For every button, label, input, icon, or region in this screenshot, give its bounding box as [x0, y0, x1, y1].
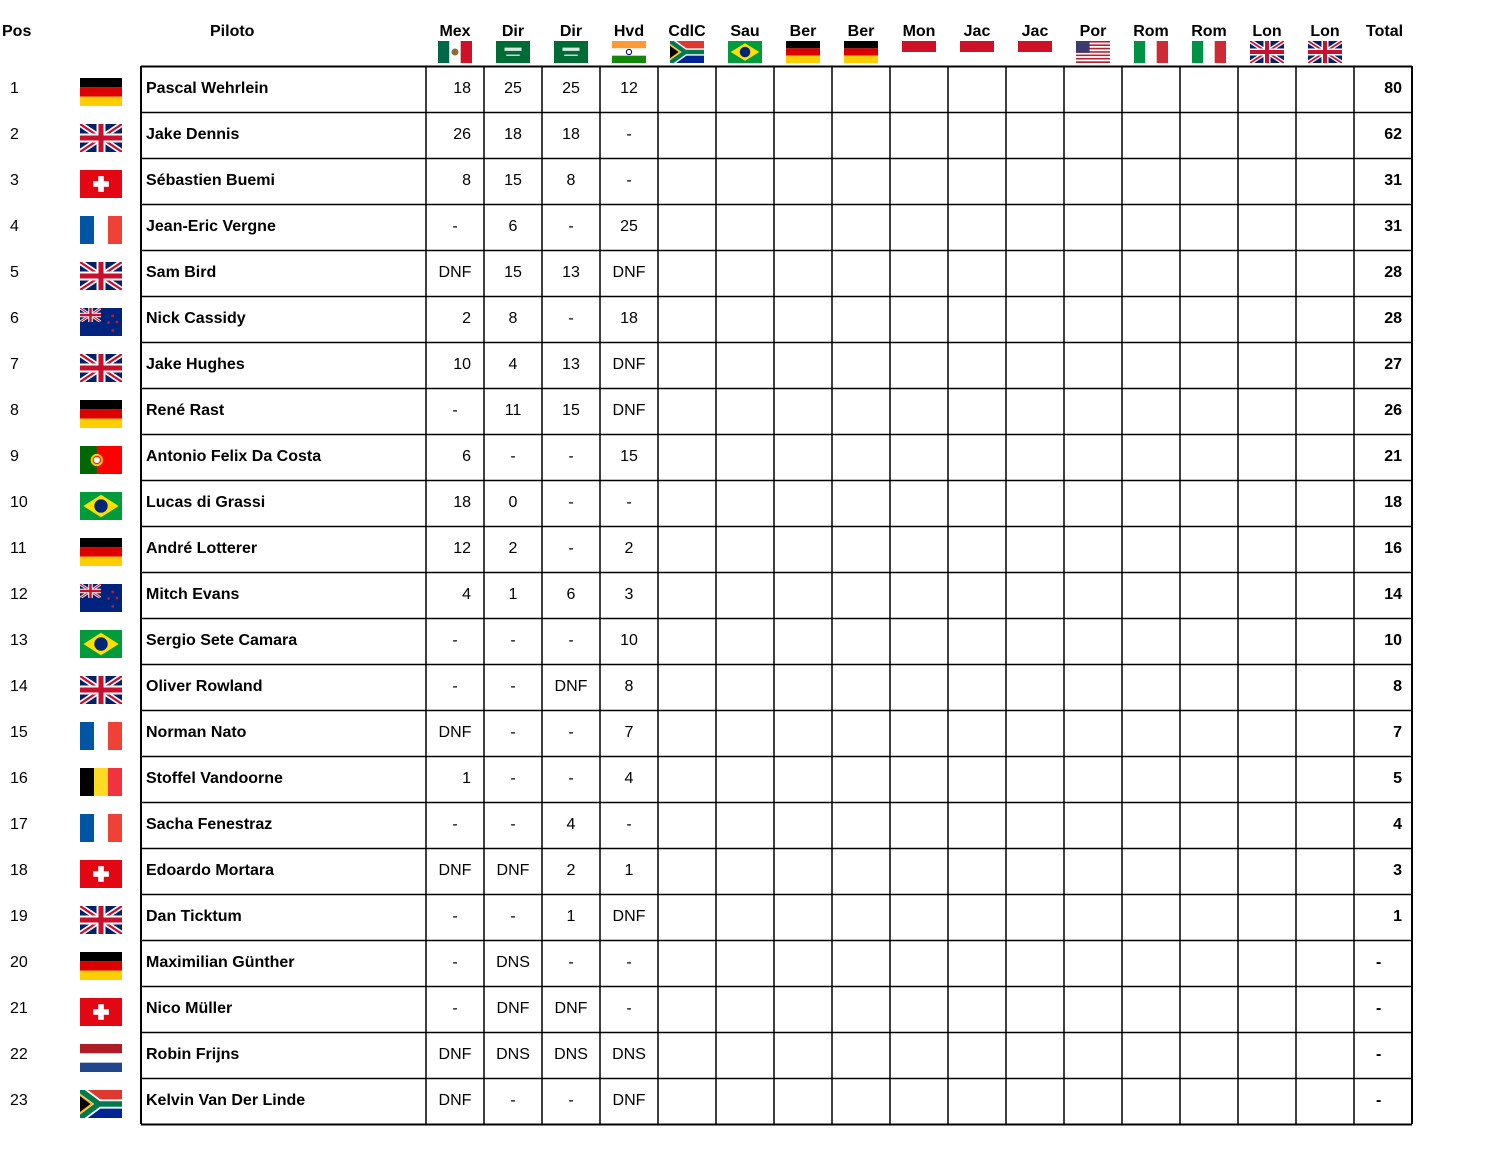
- result-cell: 11: [504, 402, 522, 419]
- position-cell: 7: [10, 356, 19, 373]
- result-cell: DNF: [438, 862, 472, 879]
- result-cell: -: [510, 724, 516, 741]
- total-points-cell: -: [1376, 1092, 1382, 1109]
- table-row: [0, 618, 1500, 664]
- total-points-cell: 10: [1384, 632, 1402, 649]
- total-header: Total: [1366, 23, 1404, 40]
- result-cell: -: [510, 908, 516, 925]
- result-cell: DNS: [554, 1046, 588, 1063]
- total-points-cell: 21: [1384, 448, 1402, 465]
- table-row: [0, 1078, 1500, 1124]
- race-column-header: [658, 23, 716, 63]
- rsa-flag-icon: [670, 41, 704, 63]
- result-cell: 6: [566, 586, 576, 603]
- result-cell: DNS: [496, 1046, 530, 1063]
- driver-name: Jake Dennis: [146, 126, 240, 143]
- driver-name: Robin Frijns: [146, 1046, 240, 1063]
- race-label: Mon: [902, 23, 936, 40]
- race-column-header: [600, 23, 658, 63]
- result-cell: 8: [566, 172, 576, 189]
- result-cell: DNF: [438, 724, 472, 741]
- race-column-header: [1238, 23, 1296, 63]
- result-cell: -: [568, 310, 574, 327]
- table-row: [0, 848, 1500, 894]
- driver-name: René Rast: [146, 402, 225, 419]
- result-cell: -: [568, 540, 574, 557]
- sui-flag-icon: [80, 170, 122, 198]
- result-cell: -: [452, 908, 458, 925]
- position-cell: 23: [10, 1092, 28, 1109]
- table-row: [0, 710, 1500, 756]
- ger-flag-icon: [80, 78, 122, 106]
- total-points-cell: 18: [1384, 494, 1402, 511]
- result-cell: DNF: [438, 1046, 472, 1063]
- race-label: Rom: [1133, 23, 1169, 40]
- table-row: [0, 296, 1500, 342]
- fra-flag-icon: [80, 216, 122, 244]
- total-points-cell: 80: [1384, 80, 1402, 97]
- ina-flag-icon: [960, 41, 994, 63]
- position-cell: 22: [10, 1046, 28, 1063]
- total-points-cell: 28: [1384, 264, 1402, 281]
- ina-flag-icon: [1018, 41, 1052, 63]
- table-row: [0, 480, 1500, 526]
- total-points-cell: 14: [1384, 586, 1402, 603]
- result-cell: 25: [562, 80, 580, 97]
- race-column-header: [484, 23, 542, 63]
- result-cell: -: [510, 632, 516, 649]
- mex-flag-icon: [438, 41, 472, 63]
- result-cell: -: [510, 1092, 516, 1109]
- result-cell: 8: [508, 310, 518, 327]
- ger-flag-icon: [844, 41, 878, 63]
- driver-name: Pascal Wehrlein: [146, 80, 269, 97]
- driver-name: Antonio Felix Da Costa: [146, 448, 322, 465]
- result-cell: 1: [508, 586, 518, 603]
- race-label: Dir: [501, 23, 525, 40]
- result-cell: 0: [508, 494, 518, 511]
- usa-flag-icon: [1076, 41, 1110, 63]
- race-column-header: [1064, 23, 1122, 63]
- position-cell: 4: [10, 218, 19, 235]
- driver-name: Norman Nato: [146, 724, 247, 741]
- result-cell: 15: [620, 448, 638, 465]
- total-points-cell: -: [1376, 1046, 1382, 1063]
- race-label: Rom: [1191, 23, 1227, 40]
- sau-flag-icon: [496, 41, 530, 63]
- position-cell: 10: [10, 494, 28, 511]
- driver-name: Sergio Sete Camara: [146, 632, 298, 649]
- result-cell: 12: [453, 540, 471, 557]
- driver-name: Jake Hughes: [146, 356, 245, 373]
- total-points-cell: 28: [1384, 310, 1402, 327]
- driver-name: Stoffel Vandoorne: [146, 770, 283, 787]
- result-cell: DNF: [496, 1000, 530, 1017]
- fra-flag-icon: [80, 814, 122, 842]
- table-row: [0, 664, 1500, 710]
- total-points-cell: -: [1376, 1000, 1382, 1017]
- result-cell: DNS: [612, 1046, 646, 1063]
- result-cell: DNF: [612, 402, 646, 419]
- result-cell: -: [626, 954, 632, 971]
- table-row: [0, 802, 1500, 848]
- result-cell: 2: [508, 540, 518, 557]
- result-cell: -: [510, 770, 516, 787]
- table-row: [0, 250, 1500, 296]
- race-label: Jac: [963, 23, 991, 40]
- position-cell: 2: [10, 126, 19, 143]
- result-cell: DNF: [496, 862, 530, 879]
- table-row: [0, 158, 1500, 204]
- result-cell: 8: [624, 678, 634, 695]
- ita-flag-icon: [1192, 41, 1226, 63]
- result-cell: -: [626, 816, 632, 833]
- gbr-flag-icon: [80, 124, 122, 152]
- result-cell: -: [568, 632, 574, 649]
- position-cell: 3: [10, 172, 19, 189]
- position-cell: 12: [10, 586, 28, 603]
- result-cell: 10: [453, 356, 471, 373]
- table-row: [0, 112, 1500, 158]
- total-points-cell: 8: [1393, 678, 1402, 695]
- gbr-flag-icon: [80, 906, 122, 934]
- race-column-header: [426, 23, 484, 63]
- race-column-header: [1296, 23, 1354, 63]
- result-cell: -: [626, 126, 632, 143]
- result-cell: 15: [504, 264, 522, 281]
- race-column-header: [774, 23, 832, 63]
- result-cell: DNF: [554, 1000, 588, 1017]
- position-cell: 17: [10, 816, 28, 833]
- result-cell: 1: [624, 862, 634, 879]
- race-label: CdlC: [668, 23, 706, 40]
- ned-flag-icon: [80, 1044, 122, 1072]
- result-cell: DNS: [496, 954, 530, 971]
- gbr-flag-icon: [80, 676, 122, 704]
- result-cell: DNF: [612, 264, 646, 281]
- position-cell: 20: [10, 954, 28, 971]
- fra-flag-icon: [80, 722, 122, 750]
- total-points-cell: 62: [1384, 126, 1402, 143]
- table-header: [0, 0, 1500, 66]
- ger-flag-icon: [80, 400, 122, 428]
- result-cell: DNF: [612, 1092, 646, 1109]
- total-points-cell: -: [1376, 954, 1382, 971]
- race-column-header: [1122, 23, 1180, 63]
- race-label: Lon: [1310, 23, 1340, 40]
- total-points-cell: 3: [1393, 862, 1402, 879]
- driver-name: Lucas di Grassi: [146, 494, 266, 511]
- result-cell: DNF: [438, 264, 472, 281]
- result-cell: 6: [508, 218, 518, 235]
- result-cell: 18: [562, 126, 580, 143]
- result-cell: 4: [508, 356, 518, 373]
- total-points-cell: 16: [1384, 540, 1402, 557]
- result-cell: 8: [462, 172, 471, 189]
- table-row: [0, 1032, 1500, 1078]
- result-cell: -: [510, 816, 516, 833]
- result-cell: 4: [462, 586, 471, 603]
- race-column-header: [1006, 23, 1064, 63]
- table-row: [0, 526, 1500, 572]
- pos-header: Pos: [2, 23, 32, 40]
- result-cell: -: [452, 954, 458, 971]
- result-cell: -: [452, 218, 458, 235]
- position-cell: 16: [10, 770, 28, 787]
- result-cell: 6: [462, 448, 471, 465]
- gbr-flag-icon: [1250, 41, 1284, 63]
- race-label: Por: [1079, 23, 1107, 40]
- mon-flag-icon: [902, 41, 936, 63]
- race-column-header: [948, 23, 1006, 63]
- gbr-flag-icon: [1308, 41, 1342, 63]
- result-cell: -: [452, 1000, 458, 1017]
- table-row: [0, 388, 1500, 434]
- position-cell: 5: [10, 264, 19, 281]
- result-cell: -: [568, 954, 574, 971]
- result-cell: 2: [566, 862, 576, 879]
- race-label: Jac: [1021, 23, 1049, 40]
- ger-flag-icon: [786, 41, 820, 63]
- table-row: [0, 434, 1500, 480]
- total-points-cell: 7: [1393, 724, 1402, 741]
- driver-name: Sacha Fenestraz: [146, 816, 273, 833]
- result-cell: -: [626, 1000, 632, 1017]
- bra-flag-icon: [80, 630, 122, 658]
- race-label: Lon: [1252, 23, 1282, 40]
- total-points-cell: 27: [1384, 356, 1402, 373]
- race-column-header: [890, 23, 948, 63]
- table-row: [0, 204, 1500, 250]
- result-cell: -: [626, 494, 632, 511]
- result-cell: 26: [453, 126, 471, 143]
- driver-name: Nico Müller: [146, 1000, 233, 1017]
- bra-flag-icon: [80, 492, 122, 520]
- result-cell: 10: [620, 632, 638, 649]
- result-cell: -: [626, 172, 632, 189]
- result-cell: 3: [624, 586, 634, 603]
- result-cell: 25: [504, 80, 522, 97]
- position-cell: 6: [10, 310, 19, 327]
- position-cell: 21: [10, 1000, 28, 1017]
- result-cell: -: [568, 448, 574, 465]
- result-cell: -: [510, 448, 516, 465]
- result-cell: -: [568, 494, 574, 511]
- total-points-cell: 1: [1393, 908, 1402, 925]
- result-cell: DNF: [612, 908, 646, 925]
- nzl-flag-icon: [80, 584, 122, 612]
- total-points-cell: 31: [1384, 172, 1402, 189]
- race-label: Mex: [439, 23, 471, 40]
- result-cell: -: [510, 678, 516, 695]
- race-label: Sau: [730, 23, 760, 40]
- result-cell: 15: [504, 172, 522, 189]
- result-cell: 15: [562, 402, 580, 419]
- driver-name: Maximilian Günther: [146, 954, 295, 971]
- rsa-flag-icon: [80, 1090, 122, 1118]
- table-row: [0, 756, 1500, 802]
- total-points-cell: 4: [1393, 816, 1402, 833]
- table-row: [0, 894, 1500, 940]
- total-points-cell: 31: [1384, 218, 1402, 235]
- race-column-header: [832, 23, 890, 63]
- position-cell: 11: [10, 540, 27, 557]
- result-cell: 4: [624, 770, 634, 787]
- result-cell: 18: [453, 80, 471, 97]
- result-cell: DNF: [554, 678, 588, 695]
- result-cell: 18: [620, 310, 638, 327]
- driver-header: Piloto: [210, 23, 255, 40]
- driver-name: Oliver Rowland: [146, 678, 263, 695]
- gbr-flag-icon: [80, 262, 122, 290]
- result-cell: -: [568, 724, 574, 741]
- ind-flag-icon: [612, 41, 646, 63]
- result-cell: 13: [562, 356, 580, 373]
- driver-name: Jean-Eric Vergne: [146, 218, 276, 235]
- driver-name: Kelvin Van Der Linde: [146, 1092, 306, 1109]
- ita-flag-icon: [1134, 41, 1168, 63]
- position-cell: 18: [10, 862, 28, 879]
- table-row: [0, 940, 1500, 986]
- result-cell: 13: [562, 264, 580, 281]
- table-row: [0, 572, 1500, 618]
- driver-name: Mitch Evans: [146, 586, 240, 603]
- race-label: Hvd: [613, 23, 645, 40]
- position-cell: 1: [10, 80, 19, 97]
- result-cell: DNF: [612, 356, 646, 373]
- result-cell: -: [452, 632, 458, 649]
- sui-flag-icon: [80, 860, 122, 888]
- bra-flag-icon: [728, 41, 762, 63]
- driver-name: Dan Ticktum: [146, 908, 242, 925]
- race-column-header: [1180, 23, 1238, 63]
- position-cell: 15: [10, 724, 28, 741]
- sau-flag-icon: [554, 41, 588, 63]
- gbr-flag-icon: [80, 354, 122, 382]
- sui-flag-icon: [80, 998, 122, 1026]
- position-cell: 9: [10, 448, 19, 465]
- result-cell: 12: [620, 80, 638, 97]
- result-cell: 25: [620, 218, 638, 235]
- race-label: Dir: [559, 23, 583, 40]
- position-cell: 19: [10, 908, 28, 925]
- race-column-header: [542, 23, 600, 63]
- result-cell: -: [452, 678, 458, 695]
- nzl-flag-icon: [80, 308, 122, 336]
- race-label: Ber: [847, 23, 875, 40]
- race-label: Ber: [789, 23, 817, 40]
- result-cell: 4: [566, 816, 576, 833]
- driver-name: Sébastien Buemi: [146, 172, 275, 189]
- driver-name: André Lotterer: [146, 540, 258, 557]
- result-cell: 1: [462, 770, 471, 787]
- position-cell: 8: [10, 402, 19, 419]
- result-cell: -: [568, 770, 574, 787]
- driver-name: Sam Bird: [146, 264, 217, 281]
- result-cell: 1: [566, 908, 576, 925]
- result-cell: DNF: [438, 1092, 472, 1109]
- result-cell: 18: [453, 494, 471, 511]
- table-row: [0, 342, 1500, 388]
- driver-name: Edoardo Mortara: [146, 862, 275, 879]
- total-points-cell: 5: [1393, 770, 1402, 787]
- race-column-header: [716, 23, 774, 63]
- result-cell: 7: [624, 724, 634, 741]
- bel-flag-icon: [80, 768, 122, 796]
- result-cell: -: [452, 402, 458, 419]
- table-row: [0, 986, 1500, 1032]
- result-cell: -: [452, 816, 458, 833]
- result-cell: -: [568, 1092, 574, 1109]
- total-points-cell: 26: [1384, 402, 1402, 419]
- driver-name: Nick Cassidy: [146, 310, 246, 327]
- table-row: [0, 66, 1500, 112]
- ger-flag-icon: [80, 952, 122, 980]
- result-cell: 2: [624, 540, 634, 557]
- position-cell: 14: [10, 678, 28, 695]
- position-cell: 13: [10, 632, 28, 649]
- ger-flag-icon: [80, 538, 122, 566]
- por-flag-icon: [80, 446, 122, 474]
- result-cell: -: [568, 218, 574, 235]
- result-cell: 2: [462, 310, 471, 327]
- result-cell: 18: [504, 126, 522, 143]
